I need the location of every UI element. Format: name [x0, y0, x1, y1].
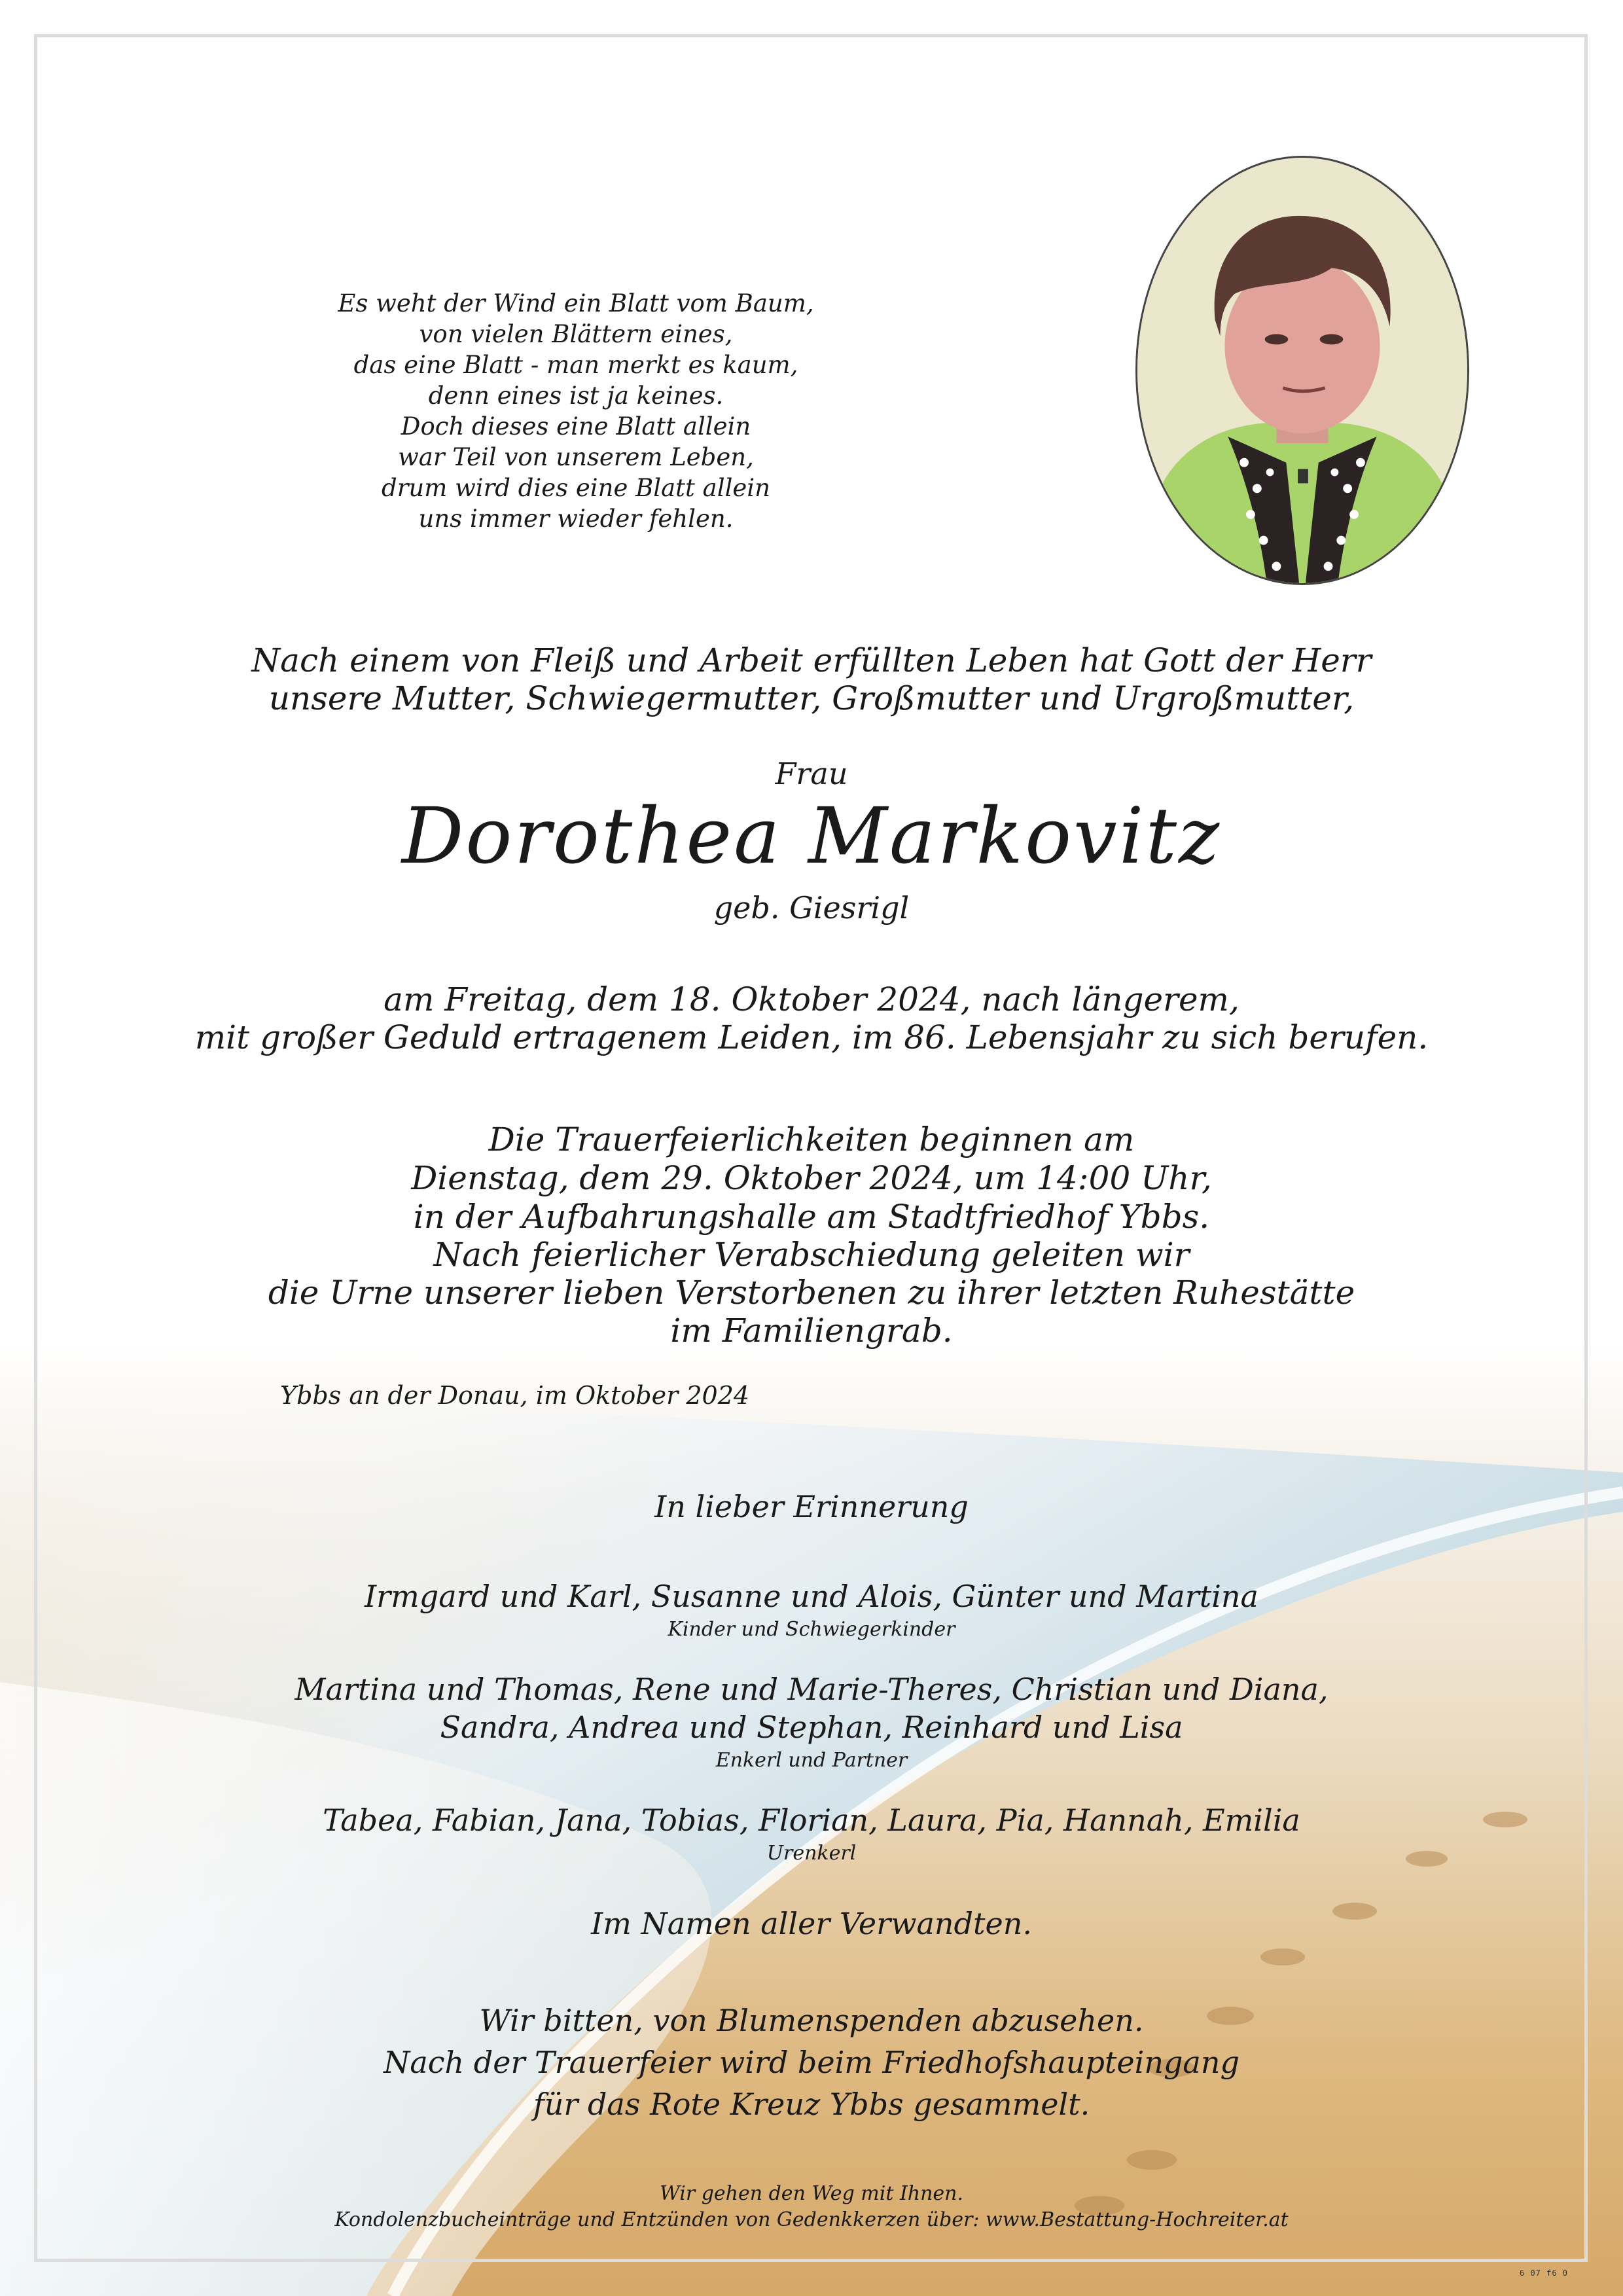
family-names-children: Irmgard und Karl, Susanne und Alois, Günter und Martina: [365, 1579, 1258, 1614]
family-relation-great-grandchildren: Urenkerl: [766, 1842, 857, 1865]
intro-line: Nach einem von Fleiß und Arbeit erfüllten Leben hat Gott der Herr: [251, 641, 1372, 679]
poem-line: drum wird dies eine Blatt allein: [382, 474, 770, 502]
family-relation-grandchildren: Enkerl und Partner: [715, 1749, 908, 1772]
poem-line: Es weht der Wind ein Blatt vom Baum,: [338, 289, 814, 317]
poem-line: von vielen Blättern eines,: [419, 320, 733, 348]
maiden-name: geb. Giesrigl: [713, 890, 910, 925]
poem-line: Doch dieses eine Blatt allein: [401, 412, 751, 440]
donation-line: Nach der Trauerfeier wird beim Friedhofshaupteingang: [383, 2045, 1240, 2080]
death-notice-line: am Freitag, dem 18. Oktober 2024, nach längerem,: [383, 980, 1240, 1018]
place-date: Ybbs an der Donau, im Oktober 2024: [280, 1381, 750, 1410]
family-names-great-grandchildren: Tabea, Fabian, Jana, Tobias, Florian, Laura, Pia, Hannah, Emilia: [323, 1803, 1300, 1838]
donation-line: Wir bitten, von Blumenspenden abzusehen.: [479, 2003, 1144, 2038]
ceremony-line: im Familiengrab.: [670, 1312, 953, 1350]
ceremony-line: in der Aufbahrungshalle am Stadtfriedhof Ybbs.: [413, 1198, 1210, 1236]
ceremony-line: Nach feierlicher Verabschiedung geleiten wir: [433, 1236, 1190, 1274]
poem-line: das eine Blatt - man merkt es kaum,: [353, 351, 798, 379]
corner-code: 6 07 f6 0: [1520, 2269, 1569, 2278]
ceremony-line: Die Trauerfeierlichkeiten beginnen am: [488, 1121, 1135, 1158]
donation-line: für das Rote Kreuz Ybbs gesammelt.: [533, 2087, 1090, 2122]
ceremony-line: die Urne unserer lieben Verstorbenen zu ihrer letzten Ruhestätte: [268, 1274, 1355, 1312]
family-names-grandchildren: Sandra, Andrea und Stephan, Reinhard und Lisa: [440, 1710, 1183, 1745]
intro-line: unsere Mutter, Schwiegermutter, Großmutter und Urgroßmutter,: [268, 679, 1355, 717]
portrait-photo: [1135, 156, 1469, 585]
family-names-grandchildren: Martina und Thomas, Rene und Marie-Theres, Christian und Diana,: [294, 1672, 1329, 1707]
footer-line: Wir gehen den Weg mit Ihnen.: [659, 2182, 964, 2205]
poem-line: war Teil von unserem Leben,: [398, 443, 754, 471]
ceremony-line: Dienstag, dem 29. Oktober 2024, um 14:00 Uhr,: [411, 1159, 1212, 1197]
death-notice-line: mit großer Geduld ertragenem Leiden, im 86. Lebensjahr zu sich berufen.: [194, 1018, 1429, 1056]
salutation: Frau: [775, 756, 848, 791]
poem-line: uns immer wieder fehlen.: [418, 505, 734, 533]
relatives-line: Im Namen aller Verwandten.: [591, 1906, 1032, 1941]
family-relation-children: Kinder und Schwiegerkinder: [668, 1618, 955, 1641]
deceased-name: Dorothea Markovitz: [401, 791, 1222, 881]
footer-line: Kondolenzbucheinträge und Entzünden von Gedenkkerzen über: www.Bestattung-Hochreiter.at: [334, 2208, 1289, 2231]
remembrance-heading: In lieber Erinnerung: [654, 1489, 969, 1524]
poem-line: denn eines ist ja keines.: [428, 382, 724, 410]
poem: [281, 288, 870, 534]
